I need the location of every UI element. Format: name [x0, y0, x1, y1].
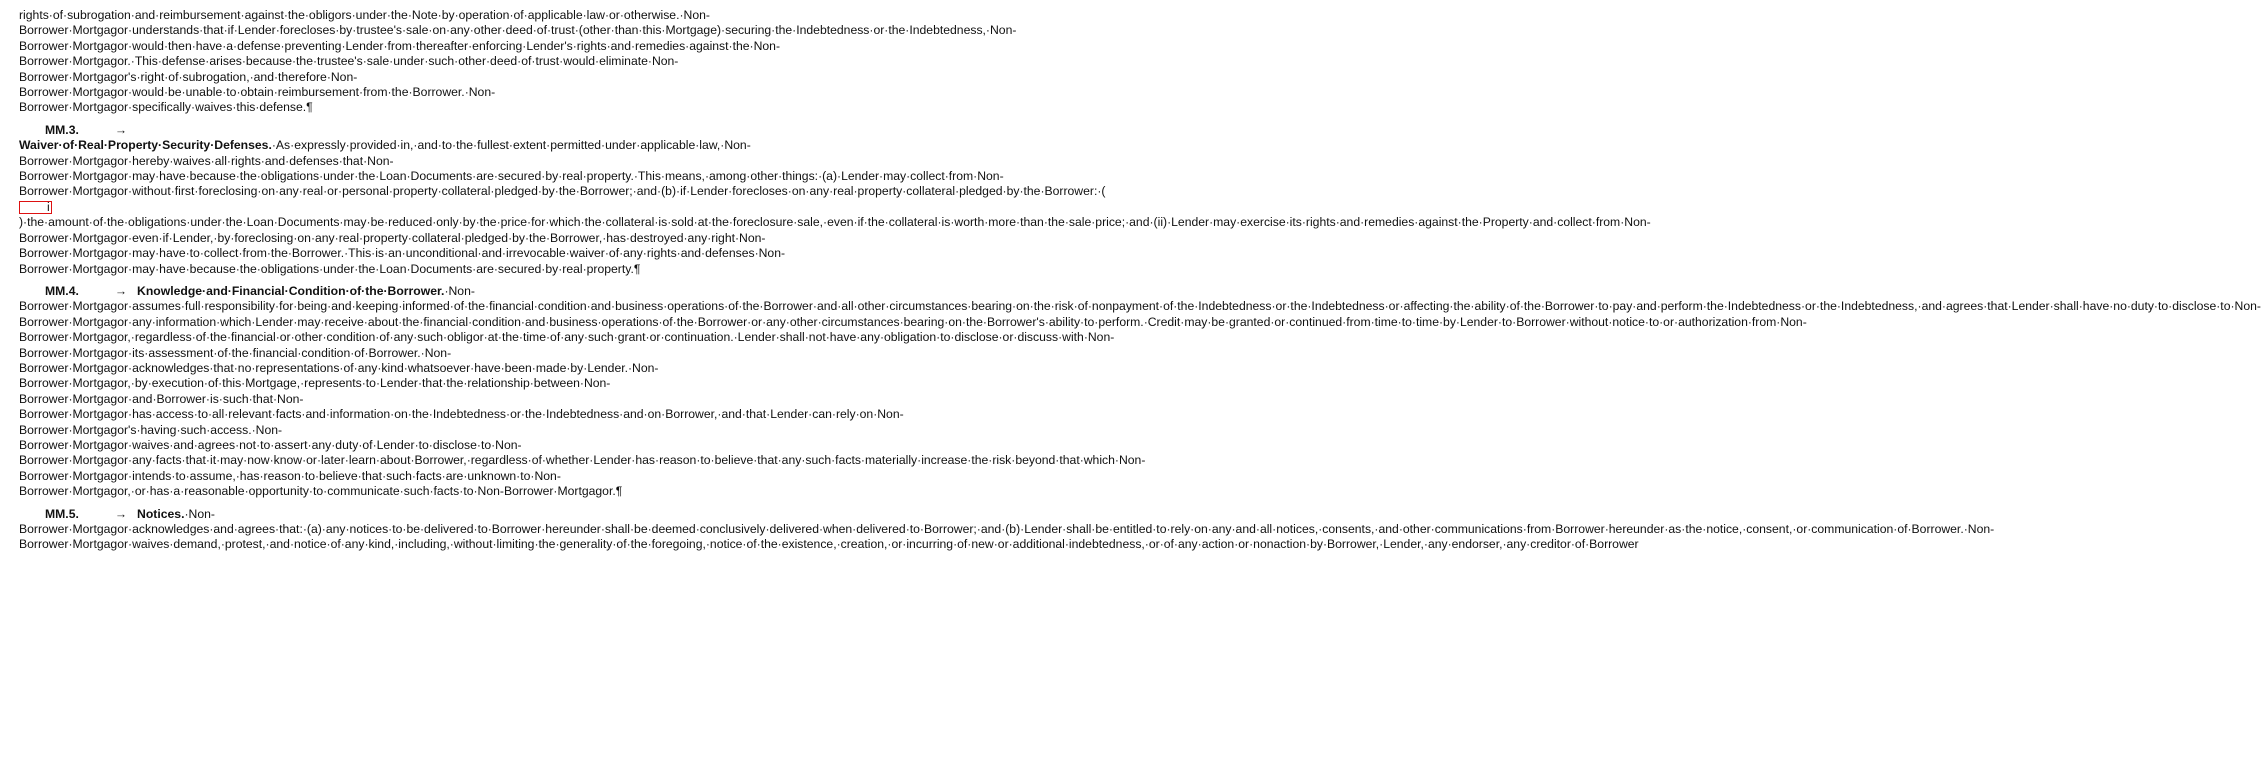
- section-number: MM.3.: [45, 122, 79, 137]
- section-body: ·Non-Borrower·Mortgagor·acknowledges·and·agrees·that:·(a)·any·notices·to·be·delivered·to·Borrower·hereunder·shall·be·deemed·conclusively·delivered·when·delivered·to·Borrower;·and·(b)·Lender·shall·be·entitled·to·rely·on·any·and·all·notices,·consents,·and·other·communications·from·Borrower·hereunder·as·the·notice,·consent,·or·communication·of·Borrower.·Non-Borrower·Mortgagor·waives·demand,·protest,·and·notice·of·any·kind,·including,·without·limiting·the·generality·of·the·foregoing,·notice·of·the·existence,·creation,·or·incurring·of·new·or·additional·indebtedness,·or·of·any·action·or·nonaction·by·Borrower,·Lender,·any·endorser,·any·creditor·of·Borrower: [19, 506, 1995, 552]
- revision-marked-character: i: [19, 201, 52, 214]
- section-body-part-a: ·As·expressly·provided·in,·and·to·the·fullest·extent·permitted·under·applicable·law,·Non-Borrower·Mortgagor·hereby·waives·all·rights·and·defenses·that·Non-Borrower·Mortgagor·may·have·because·the·obligations·under·the·Loan·Documents·are·secured·by·real·property.·This·means,·among·other·things:·(a)·Lender·may·collect·from·Non-Borrower·Mortgagor·without·first·foreclosing·on·any·real·or·personal·property·collateral·pledged·by·the·Borrower;·and·(b)·if·Lender·forecloses·on·any·real·property·collateral·pledged·by·the·Borrower:·(: [19, 138, 1106, 199]
- section-heading: Notices.: [137, 506, 185, 521]
- intro-text: rights·of·subrogation·and·reimbursement·against·the·obligors·under·the·Note·by·operation·of·applicable·law·or·otherwise.·Non-Borrower·Mortgagor·understands·that·if·Lender·forecloses·by·trustee's·sale·on·any·other·deed·of·trust·(other·than·this·Mortgage)·securing·the·Indebtedness·or·the·Indebtedness,·Non-Borrower·Mortgagor·would·then·have·a·defense·preventing·Lender·from·thereafter·enforcing·Lender's·rights·and·remedies·against·the·Non-Borrower·Mortgagor.·This·defense·arises·because·the·trustee's·sale·under·such·other·deed·of·trust·would·eliminate·Non-Borrower·Mortgagor's·right·of·subrogation,·and·therefore·Non-Borrower·Mortgagor·would·be·unable·to·obtain·reimbursement·from·the·Borrower.·Non-Borrower·Mortgagor·specifically·waives·this·defense.¶: [19, 8, 1017, 115]
- section-heading: Waiver·of·Real·Property·Security·Defenses.: [19, 138, 272, 153]
- tab-arrow: →: [114, 122, 128, 137]
- section-heading: Knowledge·and·Financial·Condition·of·the·Borrower.: [137, 283, 445, 298]
- section-number: MM.5.: [45, 506, 79, 521]
- tab-arrow: →: [114, 506, 128, 521]
- section-number: MM.4.: [45, 283, 79, 298]
- section-mm4: [19, 283, 2261, 500]
- section-body: ·Non-Borrower·Mortgagor·assumes·full·responsibility·for·being·and·keeping·informed·of·the·financial·condition·and·business·operations·of·the·Borrower·and·all·other·circumstances·bearing·on·the·risk·of·nonpayment·of·the·Indebtedness·or·the·Indebtedness·or·affecting·the·ability·of·the·Borrower·to·pay·and·perform·the·Indebtedness·or·the·Indebtedness,·and·agrees·that·Lender·shall·have·no·duty·to·disclose·to·Non-Borrower·Mortgagor·any·information·which·Lender·may·receive·about·the·financial·condition·and·business·operations·of·the·Borrower·or·any·other·circumstances·bearing·on·the·Borrower's·ability·to·perform.·Credit·may·be·granted·or·continued·from·time·to·time·by·Lender·to·Borrower·without·notice·to·or·authorization·from·Non-Borrower·Mortgagor,·regardless·of·the·financial·or·other·condition·of·any·such·obligor·at·the·time·of·any·such·grant·or·continuation.·Lender·shall·not·have·any·obligation·to·disclose·or·discuss·with·Non-Borrower·Mortgagor·its·assessment·of·the·financial·condition·of·Borrower.·Non-Borrower·Mortgagor·acknowledges·that·no·representations·of·any·kind·whatsoever·have·been·made·by·Lender.·Non-Borrower·Mortgagor,·by·execution·of·this·Mortgage,·represents·to·Lender·that·the·relationship·between·Non-Borrower·Mortgagor·and·Borrower·is·such·that·Non-Borrower·Mortgagor·has·access·to·all·relevant·facts·and·information·on·the·Indebtedness·or·the·Indebtedness·and·on·Borrower,·and·that·Lender·can·rely·on·Non-Borrower·Mortgagor's·having·such·access.·Non-Borrower·Mortgagor·waives·and·agrees·not·to·assert·any·duty·of·Lender·to·disclose·to·Non-Borrower·Mortgagor·any·facts·that·it·may·now·know·or·later·learn·about·Borrower,·regardless·of·whether·Lender·has·reason·to·believe·that·any·such·facts·materially·increase·the·risk·beyond·that·which·Non-Borrower·Mortgagor·intends·to·assume,·has·reason·to·believe·that·such·facts·are·unknown·to·Non-Borrower·Mortgagor,·or·has·a·reasonable·opportunity·to·communicate·such·facts·to·Non-Borrower·Mortgagor.¶: [19, 283, 2261, 499]
- section-body-part-b: )·the·amount·of·the·obligations·under·the·Loan·Documents·may·be·reduced·only·by·the·price·for·which·the·collateral·is·sold·at·the·foreclosure·sale,·even·if·the·collateral·is·worth·more·than·the·sale·price;·and·(ii)·Lender·may·exercise·its·rights·and·remedies·against·the·Property·and·collect·from·Non-Borrower·Mortgagor·even·if·Lender,·by·foreclosing·on·any·real·property·collateral·pledged·by·the·Borrower,·has·destroyed·any·right·Non-Borrower·Mortgagor·may·have·to·collect·from·the·Borrower.·This·is·an·unconditional·and·irrevocable·waiver·of·any·rights·and·defenses·Non-Borrower·Mortgagor·may·have·because·the·obligations·under·the·Loan·Documents·are·secured·by·real·property.¶: [19, 215, 1651, 276]
- section-mm5: [19, 506, 1995, 553]
- intro-paragraph: [19, 8, 1017, 116]
- section-mm3: [19, 122, 1651, 277]
- tab-arrow: →: [114, 283, 128, 298]
